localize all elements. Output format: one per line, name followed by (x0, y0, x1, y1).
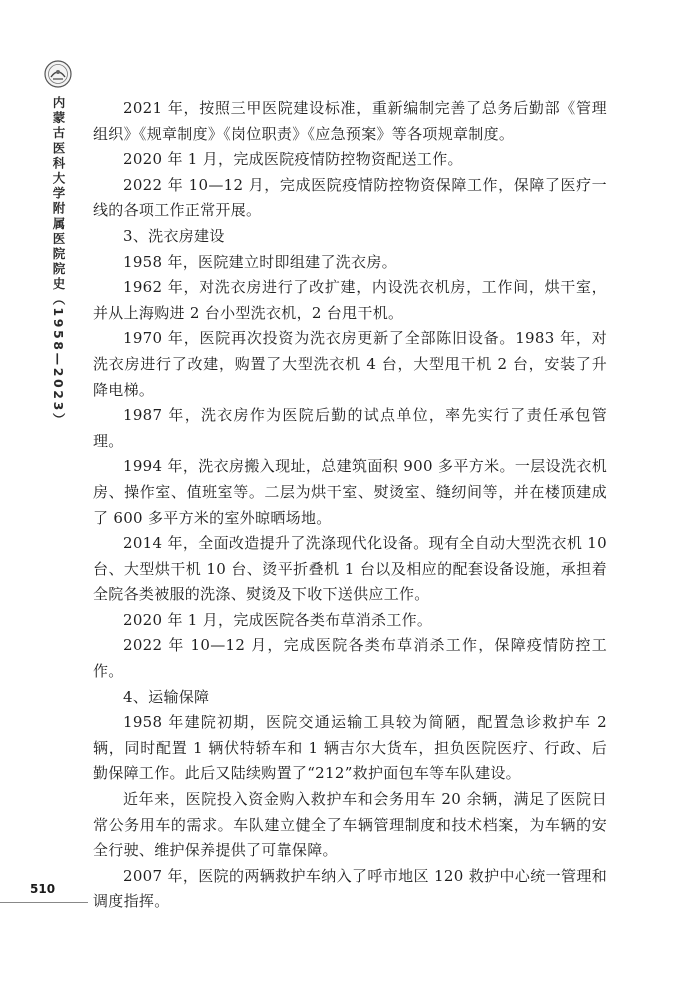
paragraph-2021-regulations: 2021 年，按照三甲医院建设标准，重新编制完善了总务后勤部《管理组织》《规章制度》《岗位职责》《应急预案》等各项规章制度。 (93, 99, 607, 143)
paragraph-1987-laundry: 1987 年，洗衣房作为医院后勤的试点单位，率先实行了责任承包管理。 (93, 406, 607, 450)
hospital-emblem-icon (44, 60, 72, 88)
paragraph-recent-transport: 近年来，医院投入资金购入救护车和会务用车 20 余辆，满足了医院日常公务用车的需求。车队建立健全了车辆管理制度和技术档案，为车辆的安全行驶、维护保养提供了可靠保障。 (93, 790, 607, 860)
running-title: 内蒙古医科大学附属医院院史（1958—2023） (51, 96, 66, 428)
paragraph-2014-laundry: 2014 年，全面改造提升了洗涤现代化设备。现有全自动大型洗衣机 10 台、大型烘干机 10 台、烫平折叠机 1 台以及相应的配套设备设施，承担着全院各类被服的洗涤、熨烫及下收下送供应工作。 (93, 534, 607, 604)
page-body (93, 96, 607, 915)
paragraph-2022-supplies: 2022 年 10—12 月，完成医院疫情防控物资保障工作，保障了医疗一线的各项工作正常开展。 (93, 175, 607, 220)
paragraph-2020-supplies: 2020 年 1 月，完成医院疫情防控物资配送工作。 (123, 150, 463, 169)
paragraph-1970-laundry: 1970 年，医院再次投资为洗衣房更新了全部陈旧设备。1983 年，对洗衣房进行了改建，购置了大型洗衣机 4 台，大型甩干机 2 台，安装了升降电梯。 (93, 329, 607, 399)
paragraph-2020-laundry: 2020 年 1 月，完成医院各类布草消杀工作。 (123, 610, 433, 629)
paragraph-1994-laundry: 1994 年，洗衣房搬入现址，总建筑面积 900 多平方米。一层设洗衣机房、操作室、值班室等。二层为烘干室、熨烫室、缝纫间等，并在楼顶建成了 600 多平方米的室外晾晒场地。 (93, 457, 607, 527)
section-heading-transport: 4、运输保障 (123, 687, 210, 706)
paragraph-1958-transport: 1958 年建院初期，医院交通运输工具较为简陋，配置急诊救护车 2 辆，同时配置 1 辆伏特轿车和 1 辆吉尔大货车，担负医院医疗、行政、后勤保障工作。此后又陆续购置了“212”救护面包车等车队建设。 (93, 713, 607, 783)
section-heading-laundry: 3、洗衣房建设 (123, 226, 225, 245)
paragraph-2007-transport: 2007 年，医院的两辆救护车纳入了呼市地区 120 救护中心统一管理和调度指挥。 (93, 866, 607, 911)
paragraph-2022-laundry: 2022 年 10—12 月，完成医院各类布草消杀工作，保障疫情防控工作。 (93, 636, 607, 681)
page-number: 510 (30, 882, 56, 896)
paragraph-1958-laundry: 1958 年，医院建立时即组建了洗衣房。 (123, 252, 397, 271)
paragraph-1962-laundry: 1962 年，对洗衣房进行了改扩建，内设洗衣机房，工作间，烘干室，并从上海购进 2 台小型洗衣机，2 台甩干机。 (93, 278, 607, 322)
